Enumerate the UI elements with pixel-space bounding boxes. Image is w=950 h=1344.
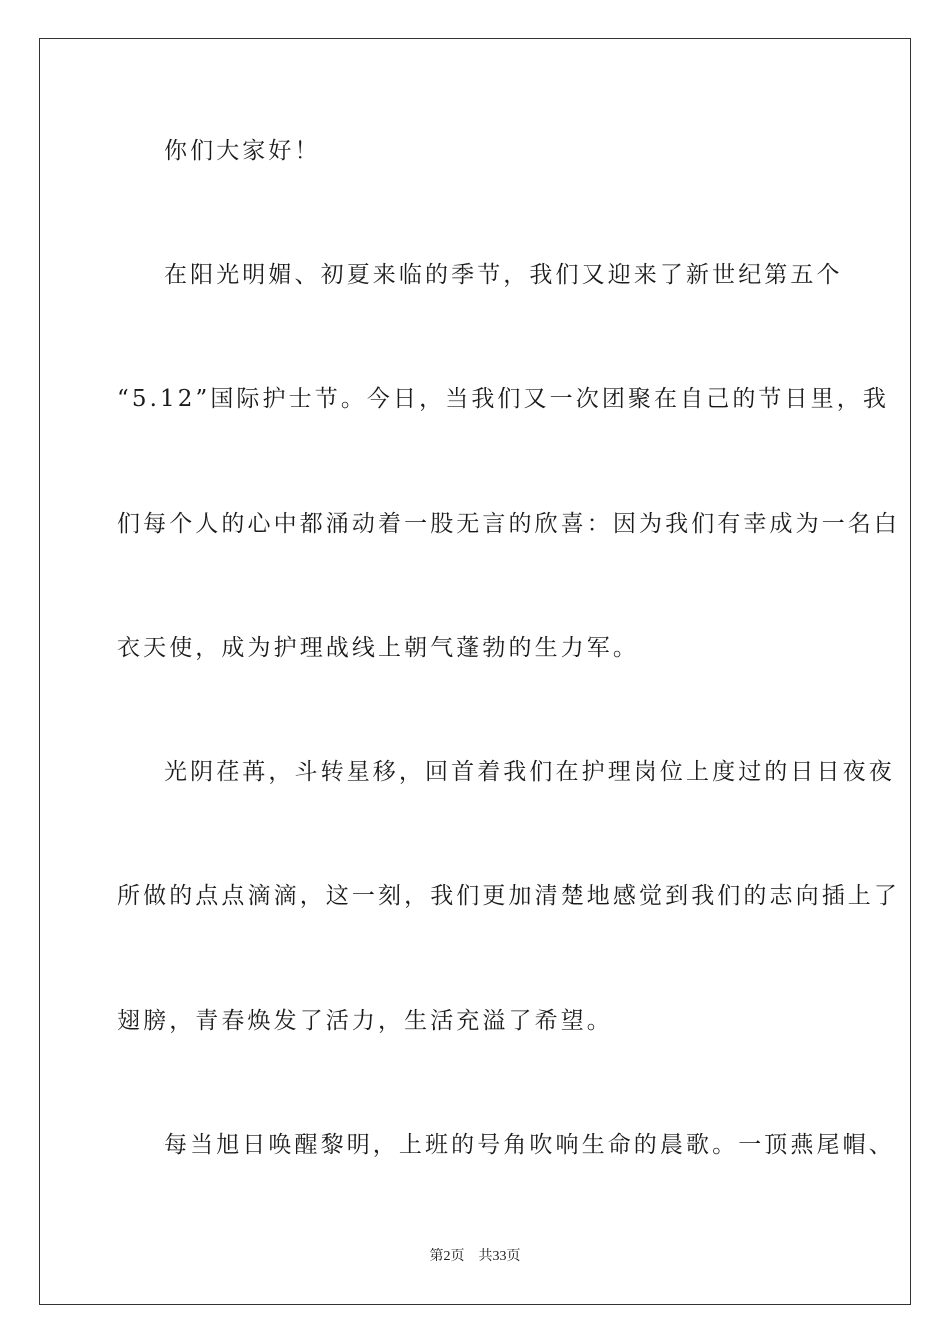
- text-line: 们每个人的心中都涌动着一股无言的欣喜：因为我们有幸成为一名白: [117, 511, 900, 537]
- text-line: 在阳光明媚、初夏来临的季节，我们又迎来了新世纪第五个: [164, 262, 843, 288]
- text-line: 翅膀，青春焕发了活力，生活充溢了希望。: [117, 1008, 613, 1034]
- page-footer: [0, 1248, 950, 1266]
- page-total: 共33页: [478, 1249, 521, 1264]
- page-frame: [39, 38, 911, 1305]
- text-line: 每当旭日唤醒黎明，上班的号角吹响生命的晨歌。一顶燕尾帽、: [164, 1132, 895, 1158]
- text-line: “5.12”国际护士节。今日，当我们又一次团聚在自己的节日里，我: [117, 386, 889, 412]
- page-number: 第2页: [429, 1249, 465, 1264]
- text-line: 所做的点点滴滴，这一刻，我们更加清楚地感觉到我们的志向插上了: [117, 883, 900, 909]
- text-line: 你们大家好！: [164, 138, 321, 164]
- text-line: 光阴荏苒，斗转星移，回首着我们在护理岗位上度过的日日夜夜: [164, 759, 895, 785]
- text-line: 衣天使，成为护理战线上朝气蓬勃的生力军。: [117, 635, 639, 661]
